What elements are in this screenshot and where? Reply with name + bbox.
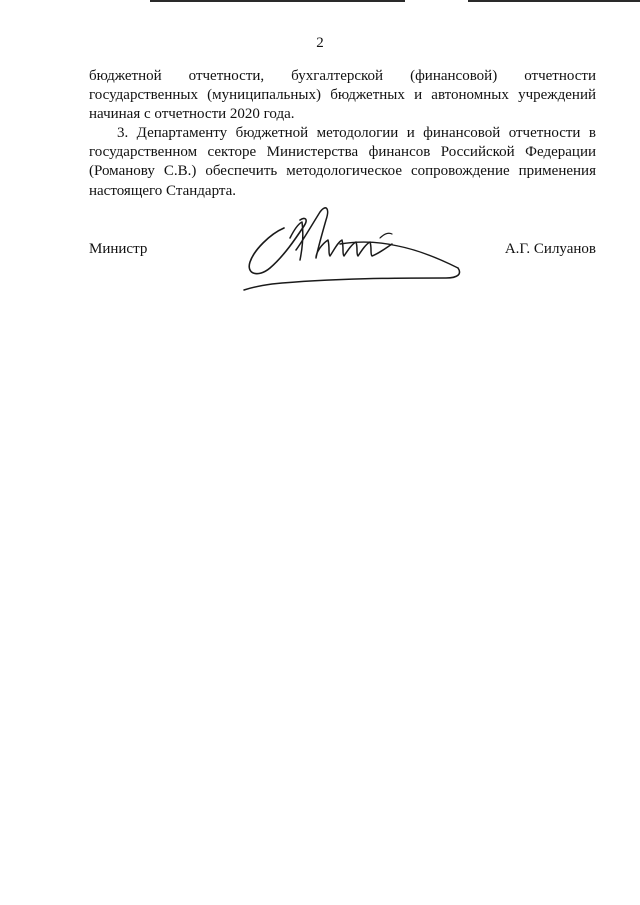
word: 3. — [117, 125, 129, 141]
word: методологии — [316, 125, 399, 141]
paragraph-line — [89, 143, 596, 162]
word: отчетности — [508, 125, 581, 141]
scan-edge-line — [150, 0, 405, 2]
word: отчетности — [524, 68, 596, 84]
word: бюджетных — [330, 87, 405, 104]
word: применения — [518, 163, 596, 180]
paragraph-line — [89, 162, 596, 181]
word: государственном — [89, 144, 198, 161]
word: начиная с отчетности 2020 года. — [89, 106, 295, 123]
signer-position: Министр — [89, 241, 148, 257]
word: и — [406, 125, 415, 141]
word: Департаменту — [136, 125, 228, 141]
word: (финансовой) — [410, 68, 498, 84]
word: финансовой — [423, 125, 501, 141]
word: обеспечить — [205, 163, 278, 180]
word: секторе — [207, 144, 257, 161]
word: бюджетной — [89, 68, 162, 84]
paragraph-1 — [89, 67, 596, 125]
word: отчетности, — [188, 68, 265, 84]
paragraph-line — [89, 67, 596, 86]
word: и — [414, 87, 423, 104]
word: государственных — [89, 87, 198, 104]
word: учреждений — [518, 87, 596, 104]
word: бюджетной — [235, 125, 309, 141]
word: настоящего Стандарта. — [89, 182, 237, 199]
word: Российской — [440, 144, 515, 161]
page-number: 2 — [316, 35, 324, 51]
paragraph-line — [89, 124, 596, 143]
word: методологическое — [286, 163, 402, 180]
paragraph-2 — [89, 124, 596, 201]
scan-edge-line — [468, 0, 640, 2]
word: финансов — [368, 144, 431, 161]
word: бухгалтерской — [291, 68, 384, 84]
word: Федерации — [525, 144, 596, 161]
word: (Романову — [89, 163, 155, 180]
word: (муниципальных) — [207, 87, 321, 104]
word: сопровождение — [410, 163, 510, 180]
word: автономных — [431, 87, 509, 104]
paragraph-line — [89, 86, 596, 105]
handwritten-signature — [232, 198, 468, 294]
signer-name: А.Г. Силуанов — [504, 241, 596, 257]
word: С.В.) — [163, 163, 197, 180]
word: Министерства — [266, 144, 359, 161]
paragraph-line — [89, 105, 596, 124]
word: в — [588, 125, 596, 141]
